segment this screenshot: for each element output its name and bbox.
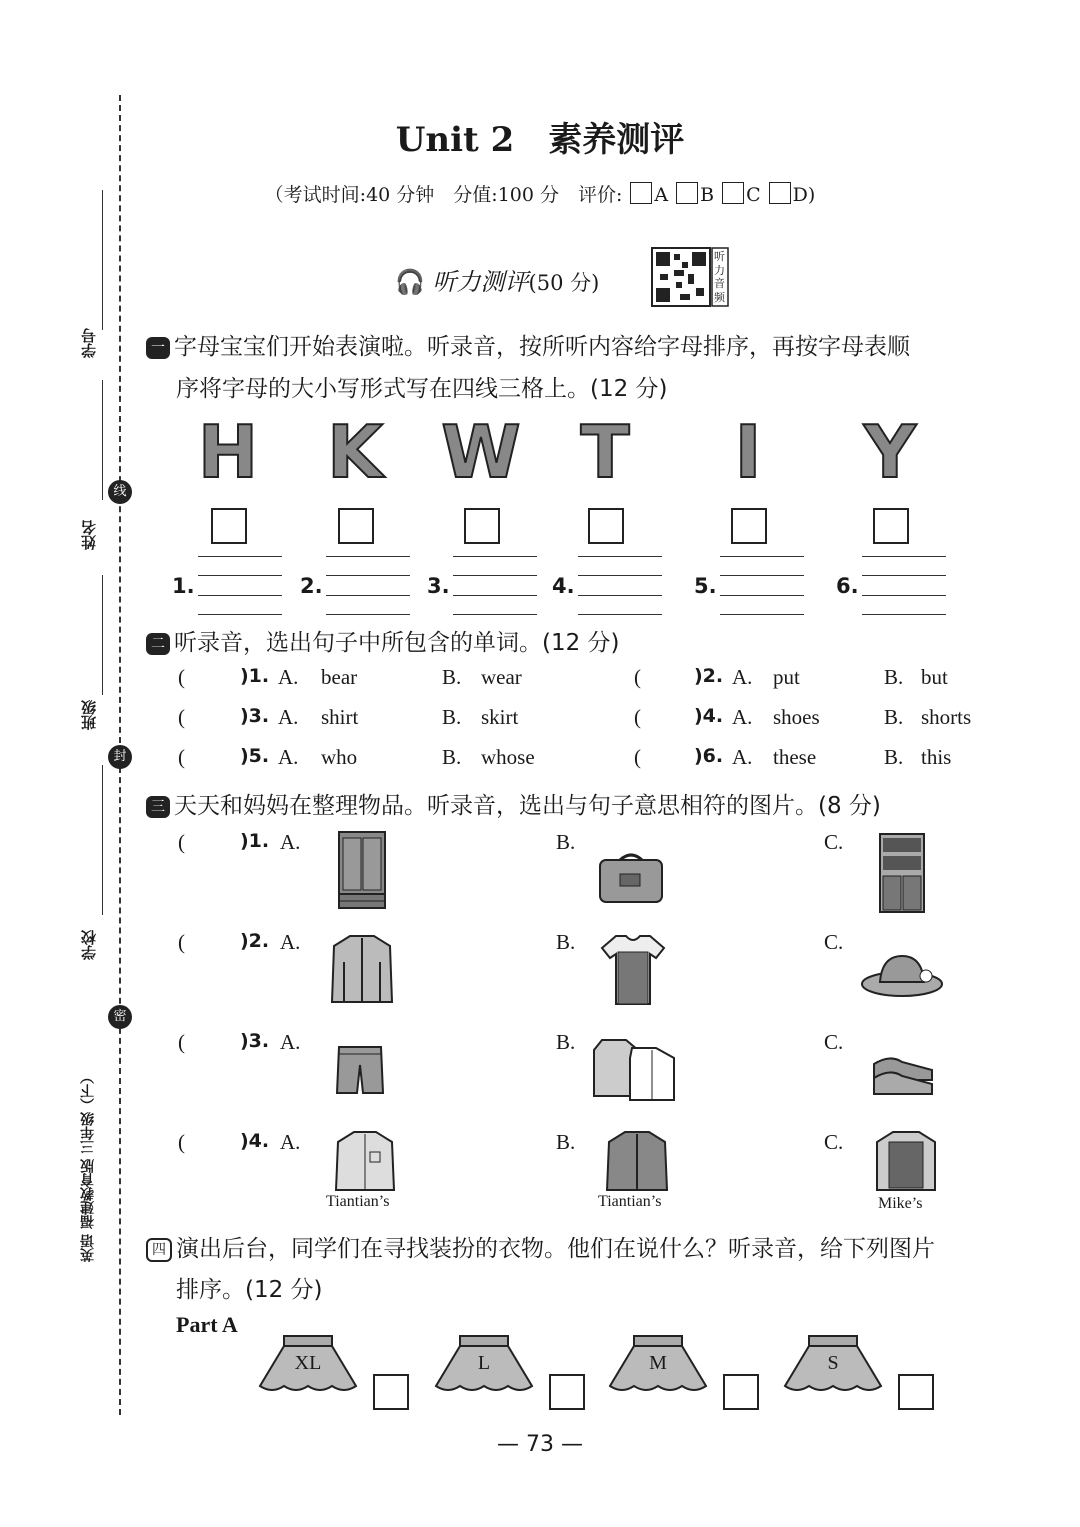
skirt-order-box-1[interactable] [373,1374,409,1410]
q2-5-a-word: who [321,745,358,769]
listening-score: (50 分) [528,271,600,295]
grid-number-5: 5. [694,574,717,598]
grade-checkbox-d[interactable] [769,182,791,204]
grade-checkbox-a[interactable] [630,182,652,204]
q3-4-paren[interactable]: ( [178,1130,185,1154]
q2-6-b: B. [884,745,904,769]
binding-mark-line: 线 [108,480,132,504]
order-box-1[interactable] [211,508,247,544]
tiantian-jacket-icon[interactable] [605,1128,669,1192]
q2-2-a: A. [732,665,753,689]
grid-number-1: 1. [172,574,195,598]
name-blank[interactable] [102,380,103,500]
grid-number-6: 6. [836,574,859,598]
part-a-label: Part A [176,1312,238,1337]
section1-line2: 序将字母的大小写形式写在四线三格上。(12 分) [176,376,668,402]
q3-1-c: C. [824,830,844,854]
caption-tiantian-2: Tiantian’s [598,1193,662,1210]
q3-3-num: )3. [240,1030,270,1052]
section4-badge: 四 [146,1238,172,1262]
mike-vest-jacket-icon[interactable] [875,1128,937,1192]
order-box-3[interactable] [464,508,500,544]
section1-text1: 字母宝宝们开始表演啦。听录音，按所听内容给字母排序，再按字母表顺 [174,334,910,360]
q2-4-num: )4. [694,705,724,727]
section2-text: 听录音，选出句子中所包含的单词。(12 分) [174,630,620,656]
q2-5-b-word: whose [481,745,535,769]
caption-tiantian-1: Tiantian’s [326,1193,390,1210]
q2-3-num: )3. [240,705,270,727]
skirt-size-l: L [477,1352,491,1374]
q2-1-paren[interactable]: ( [178,665,185,689]
four-line-grid-5[interactable] [720,556,804,614]
q3-2-b: B. [556,930,576,954]
grade-c-label: C [746,184,761,206]
section3-badge: 三 [146,796,170,818]
grid-number-4: 4. [552,574,575,598]
qr-label: 听力音频 [714,250,725,304]
grade-checkbox-b[interactable] [676,182,698,204]
q2-5-a: A. [278,745,299,769]
q2-6-num: )6. [694,745,724,767]
q2-1-b-word: wear [481,665,522,689]
shoes-icon[interactable] [870,1050,936,1096]
section2-badge: 二 [146,633,170,655]
q3-3-a: A. [280,1030,301,1054]
grid-number-2: 2. [300,574,323,598]
q2-4-a-word: shoes [773,705,820,729]
q3-2-num: )2. [240,930,270,952]
skirt-order-box-3[interactable] [723,1374,759,1410]
q3-4-c: C. [824,1130,844,1154]
q3-1-b: B. [556,830,576,854]
q3-4-b: B. [556,1130,576,1154]
q2-4-a: A. [732,705,753,729]
q3-2-c: C. [824,930,844,954]
q2-3-a-word: shirt [321,705,359,729]
name-label: 姓名 [80,520,98,550]
shorts-icon[interactable] [335,1045,385,1097]
skirt-order-box-2[interactable] [549,1374,585,1410]
section4-text1: 演出后台，同学们在寻找装扮的衣物。他们在说什么？听录音，给下列图片 [176,1236,935,1262]
order-box-6[interactable] [873,508,909,544]
section4-line2: 排序。(12 分) [176,1277,323,1303]
q2-6-a: A. [732,745,753,769]
q2-4-b-word: shorts [921,705,972,729]
grade-b-label: B [700,184,715,206]
letter-figure-y: Y [863,410,917,494]
binding-mark-seal: 封 [108,745,132,769]
bookcase-icon[interactable] [878,832,926,914]
binding-mark-secret: 密 [108,1005,132,1029]
section3-text: 天天和妈妈在整理物品。听录音，选出与句子意思相符的图片。(8 分) [174,793,881,819]
q2-6-b-word: this [921,745,952,769]
shirts-icon[interactable] [592,1036,678,1102]
letter-figure-w: W [441,410,521,494]
class-label: 班级 [80,700,98,730]
q2-1-a-word: bear [321,665,358,689]
q2-2-num: )2. [694,665,724,687]
q2-3-a: A. [278,705,299,729]
q3-1-paren[interactable]: ( [178,830,185,854]
q2-5-paren[interactable]: ( [178,745,185,769]
q2-3-b-word: skirt [481,705,519,729]
four-line-grid-4[interactable] [578,556,662,614]
book-info-label: 英语 福建教育版 三年级（下） [80,1070,96,1262]
order-box-2[interactable] [338,508,374,544]
q3-2-paren[interactable]: ( [178,930,185,954]
skirt-order-box-4[interactable] [898,1374,934,1410]
student-id-label: 学号 [80,328,98,358]
exam-info [0,180,1080,207]
q2-2-a-word: put [773,665,800,689]
listening-title: 听力测评 [432,268,529,296]
q2-1-b: B. [442,665,462,689]
q3-3-b: B. [556,1030,576,1054]
q2-2-paren[interactable]: ( [634,665,641,689]
section4-line1 [146,1230,935,1263]
q2-3-paren[interactable]: ( [178,705,185,729]
q2-4-paren[interactable]: ( [634,705,641,729]
letter-figure-t: T [580,410,630,494]
school-label: 学校 [80,930,98,960]
q2-3-b: B. [442,705,462,729]
q2-4-b: B. [884,705,904,729]
four-line-grid-2[interactable] [326,556,410,614]
section2-heading [146,624,620,657]
q3-4-num: )4. [240,1130,270,1152]
section3-heading [146,787,881,820]
q3-3-c: C. [824,1030,844,1054]
q2-1-a: A. [278,665,299,689]
q2-2-b: B. [884,665,904,689]
page-title: Unit 2 素养测评 [395,120,685,160]
tiantian-shirt-icon[interactable] [334,1128,396,1192]
hat-icon[interactable] [860,950,944,998]
q3-1-a: A. [280,830,301,854]
skirt-size-xl: XL [294,1352,322,1374]
jacket-icon[interactable] [330,932,394,1004]
listening-heading [395,262,599,297]
class-blank[interactable] [102,575,103,695]
schoolbag-icon[interactable] [598,850,664,904]
order-box-4[interactable] [588,508,624,544]
caption-mike: Mike’s [878,1195,923,1212]
page-number: — 73 — [497,1432,583,1457]
section1-line1 [146,328,910,361]
letter-figure-k: K [327,410,383,494]
order-box-5[interactable] [731,508,767,544]
tshirt-icon[interactable] [600,932,666,1006]
four-line-grid-1[interactable] [198,556,282,614]
section1-badge: 一 [146,337,170,359]
grid-number-3: 3. [427,574,450,598]
q2-1-num: )1. [240,665,270,687]
q2-5-b: B. [442,745,462,769]
q3-3-paren[interactable]: ( [178,1030,185,1054]
grade-d-label: D) [792,184,816,206]
q2-6-a-word: these [773,745,817,769]
grade-a-label: A [654,184,669,206]
grade-checkbox-c[interactable] [722,182,744,204]
q3-2-a: A. [280,930,301,954]
q3-1-num: )1. [240,830,270,852]
q2-5-num: )5. [240,745,270,767]
wardrobe-icon[interactable] [337,830,387,912]
q3-4-a: A. [280,1130,301,1154]
four-line-grid-3[interactable] [453,556,537,614]
four-line-grid-6[interactable] [862,556,946,614]
exam-info-text: （考试时间:40 分钟 分值:100 分 评价: [264,184,623,206]
letter-figure-i: I [734,410,762,494]
q2-2-b-word: but [921,665,948,689]
school-blank[interactable] [102,765,103,915]
q2-6-paren[interactable]: ( [634,745,641,769]
student-id-blank[interactable] [102,190,103,330]
skirt-size-s: S [827,1352,839,1374]
letter-figure-h: H [197,410,259,494]
skirt-size-m: M [649,1352,667,1374]
headphone-icon: 🎧 [395,268,425,296]
